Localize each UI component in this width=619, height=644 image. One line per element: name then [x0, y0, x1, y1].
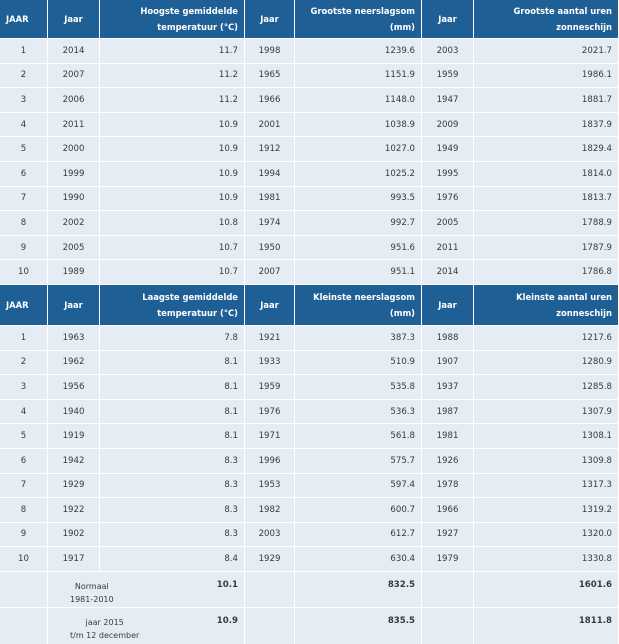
header-lowest-rain: Kleinste neerslagsom (mm) [295, 285, 422, 326]
table-row [0, 260, 619, 285]
cell-year-temp: 1919 [48, 424, 100, 449]
cell-year-sun: 1988 [422, 326, 474, 351]
header-year-rain: Jaar [245, 285, 295, 326]
cell-sun: 1788.9 [474, 211, 619, 236]
header-year-sun: Jaar [422, 0, 474, 39]
cell-rain: 387.3 [295, 326, 422, 351]
cell-year-sun: 2014 [422, 260, 474, 285]
cell-temp: 11.7 [100, 39, 245, 64]
footer-normaal-rain: 832.5 [295, 572, 422, 608]
cell-year-temp: 1929 [48, 474, 100, 499]
cell-year-temp: 2014 [48, 39, 100, 64]
cell-year-temp: 2002 [48, 211, 100, 236]
cell-year-rain: 1974 [245, 211, 295, 236]
cell-rank: 2 [0, 351, 48, 376]
cell-year-sun: 1976 [422, 187, 474, 212]
cell-rain: 1239.6 [295, 39, 422, 64]
footer-normaal-label2: 1981-2010 [70, 594, 114, 604]
cell-year-sun: 2003 [422, 39, 474, 64]
cell-sun: 1309.8 [474, 449, 619, 474]
cell-year-rain: 1982 [245, 498, 295, 523]
cell-rank: 6 [0, 162, 48, 187]
footer-2015-label2: t/m 12 december [70, 630, 140, 640]
cell-year-rain: 2007 [245, 260, 295, 285]
cell-temp: 8.1 [100, 351, 245, 376]
cell-temp: 10.9 [100, 137, 245, 162]
cell-year-rain: 1971 [245, 424, 295, 449]
cell-sun: 1320.0 [474, 523, 619, 548]
header-highest-sun: Grootste aantal uren zonneschijn [474, 0, 619, 39]
cell-rain: 536.3 [295, 400, 422, 425]
cell-temp: 8.3 [100, 449, 245, 474]
cell-temp: 10.9 [100, 162, 245, 187]
cell-sun: 1285.8 [474, 375, 619, 400]
cell-rank: 4 [0, 113, 48, 138]
footer-row-2015 [0, 608, 619, 644]
cell-rank: 1 [0, 39, 48, 64]
cell-rain: 535.8 [295, 375, 422, 400]
cell-year-rain: 1965 [245, 64, 295, 89]
cell-rank: 10 [0, 260, 48, 285]
cell-sun: 1813.7 [474, 187, 619, 212]
cell-rain: 992.7 [295, 211, 422, 236]
cell-rain: 951.6 [295, 236, 422, 261]
cell-rain: 1027.0 [295, 137, 422, 162]
cell-year-rain: 1981 [245, 187, 295, 212]
cell-year-temp: 1962 [48, 351, 100, 376]
cell-year-temp: 2011 [48, 113, 100, 138]
footer-normaal-label1: Normaal [74, 581, 109, 591]
cell-year-rain: 1950 [245, 236, 295, 261]
cell-sun: 1307.9 [474, 400, 619, 425]
table-row [0, 474, 619, 499]
cell-year-sun: 1959 [422, 64, 474, 89]
header-year-rain: Jaar [245, 0, 295, 39]
cell-rank: 7 [0, 474, 48, 499]
table-row [0, 424, 619, 449]
cell-rank: 5 [0, 424, 48, 449]
cell-year-sun: 1981 [422, 424, 474, 449]
cell-year-rain: 1994 [245, 162, 295, 187]
cell-rain: 951.1 [295, 260, 422, 285]
footer-normaal-sun: 1601.6 [474, 572, 619, 608]
cell-sun: 1814.0 [474, 162, 619, 187]
cell-year-rain: 1976 [245, 400, 295, 425]
footer-2015-sun: 1811.8 [474, 608, 619, 644]
cell-sun: 1787.9 [474, 236, 619, 261]
table-row [0, 137, 619, 162]
cell-rain: 1148.0 [295, 88, 422, 113]
cell-year-sun: 1907 [422, 351, 474, 376]
cell-rain: 575.7 [295, 449, 422, 474]
table-row [0, 547, 619, 572]
cell-year-temp: 1963 [48, 326, 100, 351]
cell-temp: 8.1 [100, 424, 245, 449]
cell-year-temp: 1922 [48, 498, 100, 523]
cell-year-temp: 2007 [48, 64, 100, 89]
cell-rain: 597.4 [295, 474, 422, 499]
cell-temp: 8.3 [100, 523, 245, 548]
footer-2015-cell [48, 608, 245, 644]
header-year-temp: Jaar [48, 0, 100, 39]
cell-year-rain: 1912 [245, 137, 295, 162]
cell-temp: 10.9 [100, 113, 245, 138]
cell-year-temp: 2005 [48, 236, 100, 261]
cell-temp: 10.7 [100, 236, 245, 261]
cell-rank: 9 [0, 236, 48, 261]
cell-year-rain: 1998 [245, 39, 295, 64]
footer-blank [245, 608, 295, 644]
cell-temp: 11.2 [100, 88, 245, 113]
header-row-lowest [0, 285, 619, 326]
table-row [0, 211, 619, 236]
cell-year-temp: 1917 [48, 547, 100, 572]
cell-rain: 630.4 [295, 547, 422, 572]
cell-sun: 1317.3 [474, 474, 619, 499]
header-rank: JAAR [0, 0, 48, 39]
cell-year-temp: 1942 [48, 449, 100, 474]
table-row [0, 523, 619, 548]
cell-year-temp: 1989 [48, 260, 100, 285]
table-row [0, 39, 619, 64]
cell-year-temp: 2000 [48, 137, 100, 162]
cell-rank: 5 [0, 137, 48, 162]
table-row [0, 351, 619, 376]
cell-sun: 1308.1 [474, 424, 619, 449]
cell-sun: 1330.8 [474, 547, 619, 572]
cell-year-temp: 1956 [48, 375, 100, 400]
cell-sun: 1986.1 [474, 64, 619, 89]
footer-2015-temp: 10.9 [216, 615, 238, 626]
footer-blank [422, 572, 474, 608]
footer-2015-label [70, 616, 139, 642]
cell-year-sun: 1979 [422, 547, 474, 572]
header-year-temp: Jaar [48, 285, 100, 326]
cell-rain: 993.5 [295, 187, 422, 212]
cell-rank: 8 [0, 211, 48, 236]
cell-year-rain: 1996 [245, 449, 295, 474]
cell-temp: 10.7 [100, 260, 245, 285]
cell-sun: 1319.2 [474, 498, 619, 523]
header-lowest-sun: Kleinste aantal uren zonneschijn [474, 285, 619, 326]
table-row [0, 187, 619, 212]
cell-rain: 510.9 [295, 351, 422, 376]
cell-rank: 10 [0, 547, 48, 572]
cell-year-sun: 2005 [422, 211, 474, 236]
cell-rain: 1151.9 [295, 64, 422, 89]
footer-normaal-label [70, 580, 114, 606]
cell-rank: 1 [0, 326, 48, 351]
footer-row-normaal [0, 572, 619, 608]
cell-temp: 8.1 [100, 400, 245, 425]
footer-blank [245, 572, 295, 608]
table-row [0, 162, 619, 187]
cell-year-rain: 1966 [245, 88, 295, 113]
cell-rain: 1038.9 [295, 113, 422, 138]
cell-temp: 10.8 [100, 211, 245, 236]
cell-year-rain: 2001 [245, 113, 295, 138]
cell-year-sun: 2011 [422, 236, 474, 261]
cell-rain: 1025.2 [295, 162, 422, 187]
header-row-highest [0, 0, 619, 39]
cell-year-sun: 1949 [422, 137, 474, 162]
table-row [0, 498, 619, 523]
footer-blank [422, 608, 474, 644]
header-lowest-temp: Laagste gemiddelde temperatuur (°C) [100, 285, 245, 326]
cell-year-temp: 2006 [48, 88, 100, 113]
cell-year-rain: 1921 [245, 326, 295, 351]
table-row [0, 113, 619, 138]
cell-rank: 3 [0, 375, 48, 400]
cell-year-sun: 1927 [422, 523, 474, 548]
cell-sun: 1786.8 [474, 260, 619, 285]
table-row [0, 375, 619, 400]
cell-rank: 4 [0, 400, 48, 425]
cell-rain: 612.7 [295, 523, 422, 548]
footer-2015-label1: jaar 2015 [85, 617, 124, 627]
table-row [0, 400, 619, 425]
cell-year-sun: 1947 [422, 88, 474, 113]
cell-rank: 6 [0, 449, 48, 474]
cell-year-sun: 2009 [422, 113, 474, 138]
cell-rain: 561.8 [295, 424, 422, 449]
cell-year-sun: 1966 [422, 498, 474, 523]
cell-rank: 8 [0, 498, 48, 523]
footer-2015-rain: 835.5 [295, 608, 422, 644]
header-rank: JAAR [0, 285, 48, 326]
footer-blank [0, 608, 48, 644]
footer-normaal-cell [48, 572, 245, 608]
cell-year-rain: 1933 [245, 351, 295, 376]
cell-temp: 8.3 [100, 474, 245, 499]
cell-rank: 2 [0, 64, 48, 89]
cell-year-sun: 1995 [422, 162, 474, 187]
cell-year-rain: 1929 [245, 547, 295, 572]
cell-sun: 1280.9 [474, 351, 619, 376]
cell-year-sun: 1978 [422, 474, 474, 499]
cell-temp: 7.8 [100, 326, 245, 351]
cell-year-temp: 1999 [48, 162, 100, 187]
footer-normaal-temp: 10.1 [216, 579, 238, 590]
table-row [0, 326, 619, 351]
cell-rank: 3 [0, 88, 48, 113]
table-row [0, 64, 619, 89]
table-row [0, 449, 619, 474]
cell-year-rain: 1959 [245, 375, 295, 400]
cell-year-sun: 1926 [422, 449, 474, 474]
cell-sun: 2021.7 [474, 39, 619, 64]
table-row [0, 236, 619, 261]
cell-temp: 11.2 [100, 64, 245, 89]
cell-temp: 8.4 [100, 547, 245, 572]
cell-year-rain: 2003 [245, 523, 295, 548]
cell-temp: 8.3 [100, 498, 245, 523]
footer-blank [0, 572, 48, 608]
header-highest-rain: Grootste neerslagsom (mm) [295, 0, 422, 39]
cell-year-temp: 1902 [48, 523, 100, 548]
cell-year-temp: 1990 [48, 187, 100, 212]
header-highest-temp: Hoogste gemiddelde temperatuur (°C) [100, 0, 245, 39]
cell-year-rain: 1953 [245, 474, 295, 499]
cell-rank: 9 [0, 523, 48, 548]
cell-temp: 10.9 [100, 187, 245, 212]
cell-sun: 1217.6 [474, 326, 619, 351]
cell-sun: 1829.4 [474, 137, 619, 162]
header-year-sun: Jaar [422, 285, 474, 326]
cell-rank: 7 [0, 187, 48, 212]
cell-temp: 8.1 [100, 375, 245, 400]
cell-year-temp: 1940 [48, 400, 100, 425]
cell-year-sun: 1987 [422, 400, 474, 425]
cell-rain: 600.7 [295, 498, 422, 523]
cell-year-sun: 1937 [422, 375, 474, 400]
cell-sun: 1837.9 [474, 113, 619, 138]
table-row [0, 88, 619, 113]
cell-sun: 1881.7 [474, 88, 619, 113]
